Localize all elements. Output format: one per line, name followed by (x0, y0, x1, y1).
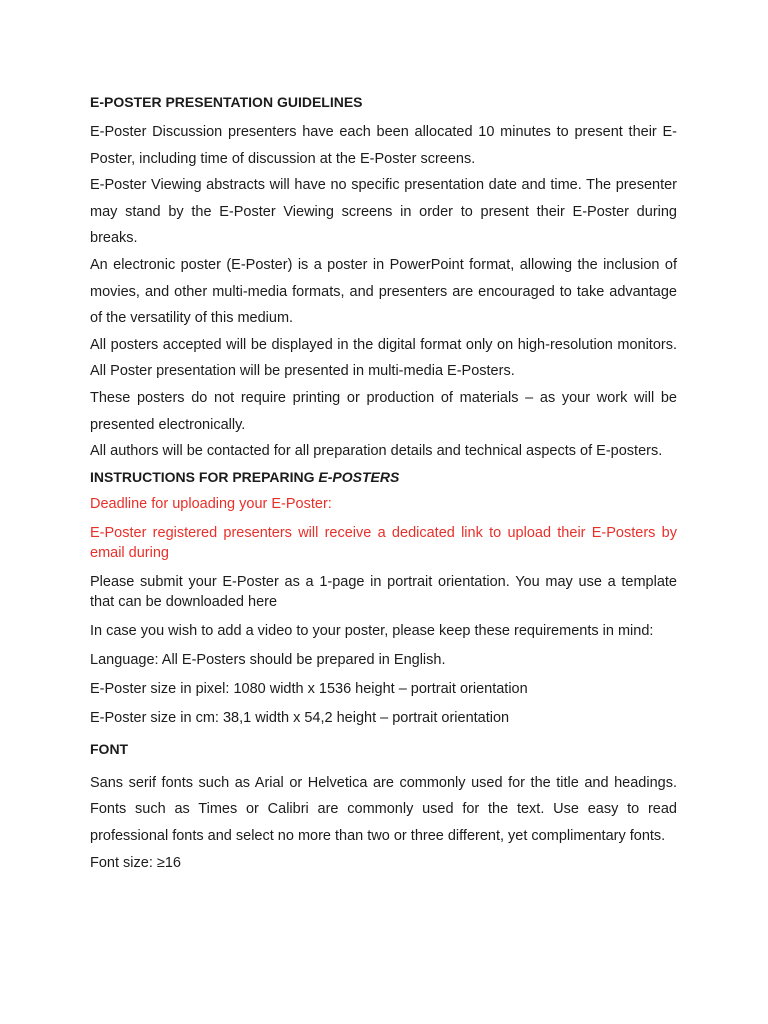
upload-notice: E-Poster registered presenters will receive a dedicated link to upload their E-Posters by email during (90, 524, 677, 561)
instructions-heading-text: INSTRUCTIONS FOR PREPARING (90, 468, 319, 485)
instructions-heading (90, 468, 677, 486)
guideline-paragraph: E-Poster Discussion presenters have each been allocated 10 minutes to present their E-Poster, including time of discussion at the E-Poster screens. (90, 124, 677, 167)
instruction-item: Language: All E-Posters should be prepared in English. (90, 651, 446, 668)
font-size-line: Font size: ≥16 (90, 854, 181, 871)
guideline-paragraph: E-Poster Viewing abstracts will have no specific presentation date and time. The presenter may stand by the E-Poster Viewing screens in order to present their E-Poster during breaks. (90, 177, 677, 247)
deadline-notice: Deadline for uploading your E-Poster: (90, 495, 332, 512)
instruction-item: E-Poster size in pixel: 1080 width x 1536 height – portrait orientation (90, 680, 528, 697)
instruction-item: Please submit your E-Poster as a 1-page in portrait orientation. You may use a template that can be downloaded here (90, 573, 677, 610)
document-title: E-POSTER PRESENTATION GUIDELINES (90, 94, 363, 110)
font-guidance-paragraph: Sans serif fonts such as Arial or Helvetica are commonly used for the title and headings. Fonts such as Times or Calibri are commonly used for the text. Use easy to read professional fonts and select no more than two or three different, yet complimentary fonts. (90, 774, 677, 844)
document-content (90, 93, 677, 876)
guideline-paragraph: These posters do not require printing or production of materials – as your work will be presented electronically. (90, 389, 677, 433)
instructions-section (90, 494, 677, 728)
guidelines-section (90, 119, 677, 465)
instruction-item: E-Poster size in cm: 38,1 width x 54,2 height – portrait orientation (90, 709, 510, 726)
guideline-paragraph: All authors will be contacted for all preparation details and technical aspects of E-posters. (90, 443, 663, 460)
font-section (90, 770, 677, 876)
instruction-item: In case you wish to add a video to your poster, please keep these requirements in mind: (90, 622, 654, 639)
font-heading: FONT (90, 740, 129, 757)
guideline-paragraph: All posters accepted will be displayed in the digital format only on high-resolution monitors. All Poster presentation will be presented in multi-media E-Posters. (90, 336, 677, 380)
instructions-heading-emphasis: E-POSTERS (318, 468, 400, 485)
guideline-paragraph: An electronic poster (E-Poster) is a poster in PowerPoint format, allowing the inclusion of movies, and other multi-media formats, and presenters are encouraged to take advantage of the versatility of this medium. (90, 256, 677, 327)
